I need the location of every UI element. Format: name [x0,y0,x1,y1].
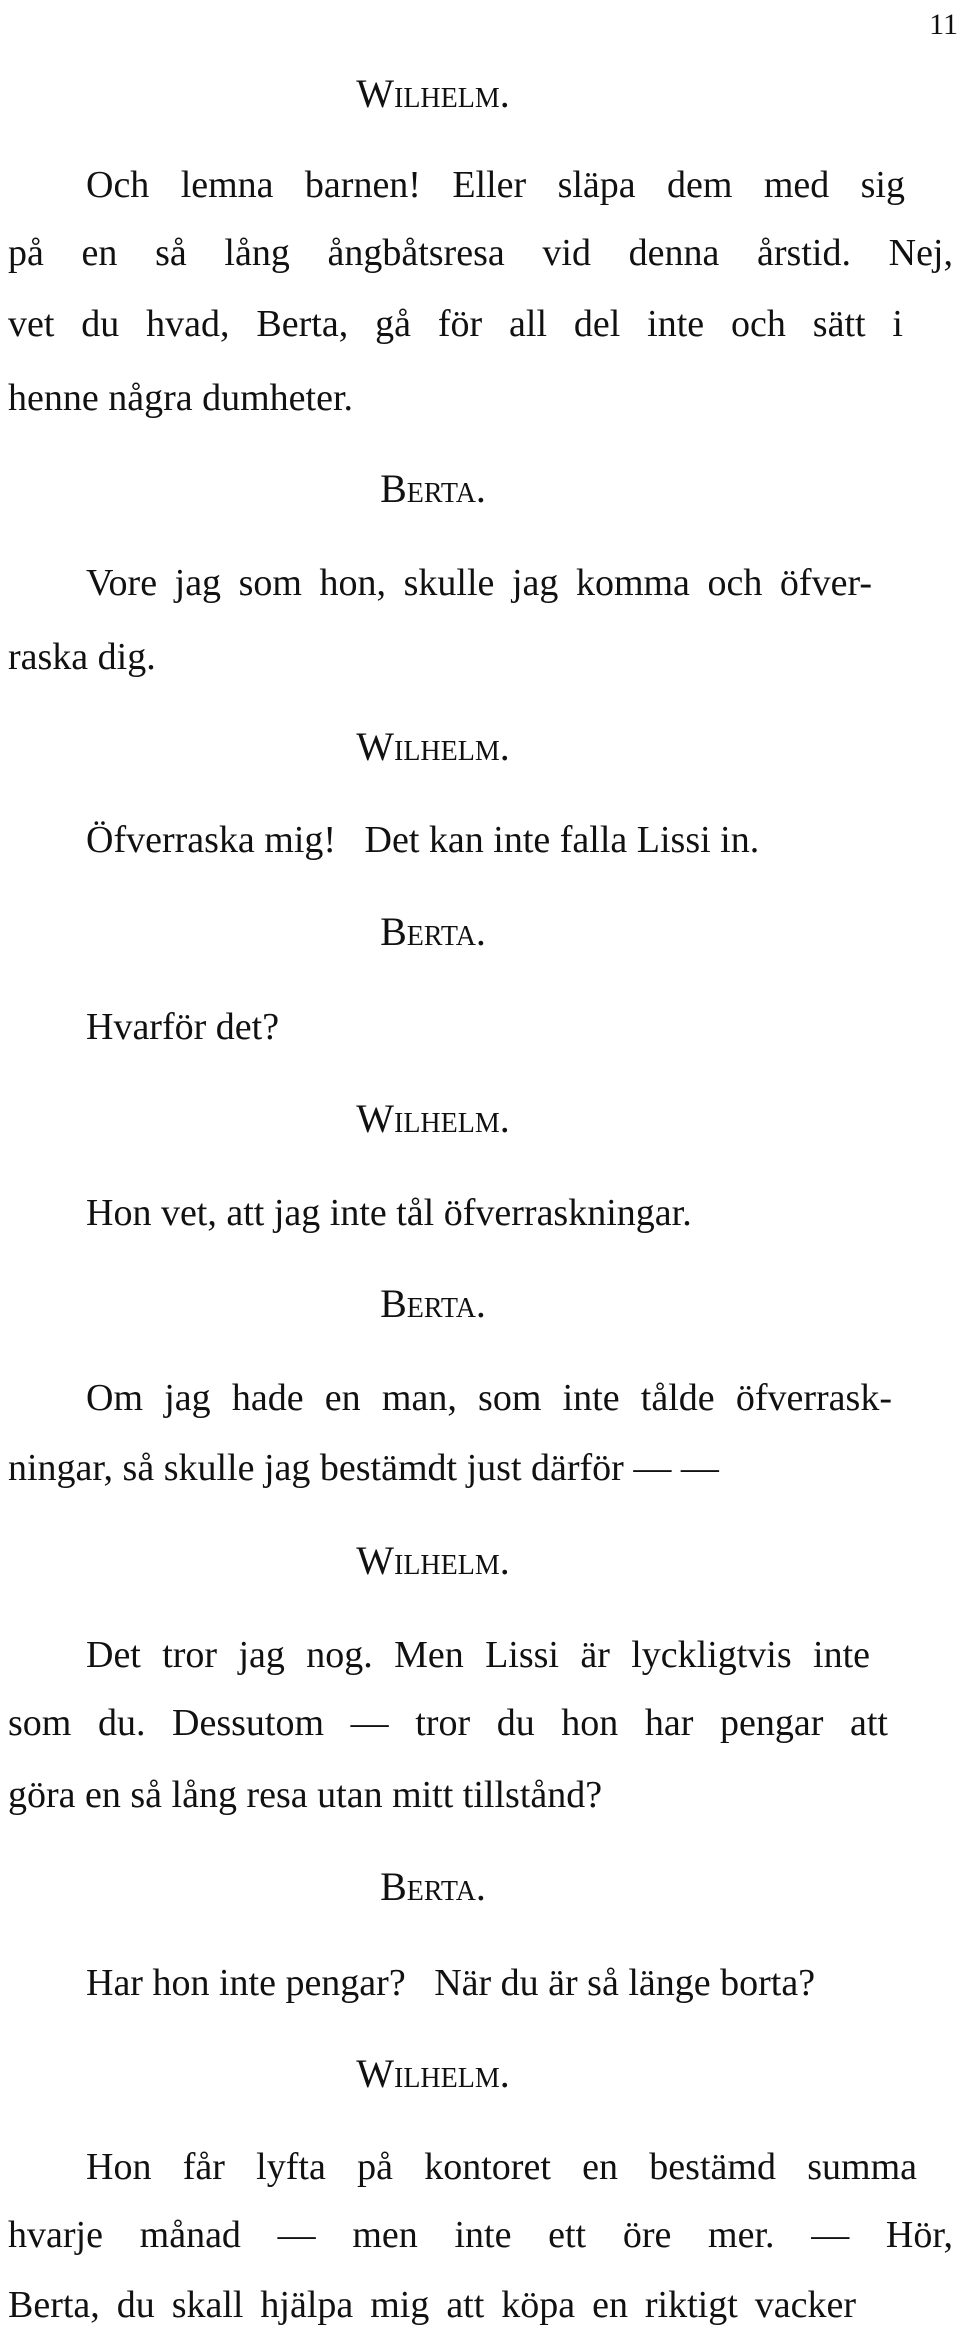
speaker-heading: Berta. [380,466,486,511]
text-line: raska dig. [8,636,156,678]
text-line: vet du hvad, Berta, gå för all del inte och sätt i [8,303,903,345]
text-line: hvarje månad — men inte ett öre mer. — Hör, [8,2214,953,2256]
text-line: Hvarför det? [86,1006,280,1048]
speaker-heading: Berta. [380,909,486,954]
text-line: Hon får lyfta på kontoret en bestämd summa [86,2146,917,2188]
text-line: ningar, så skulle jag bestämdt just därför — — [8,1447,719,1489]
speaker-heading: Wilhelm. [356,2051,510,2096]
speaker-heading: Wilhelm. [356,724,510,769]
text-line: Berta, du skall hjälpa mig att köpa en riktigt vacker [8,2284,856,2326]
speaker-heading: Wilhelm. [356,71,510,116]
text-line: Hon vet, att jag inte tål öfverraskningar. [86,1192,692,1234]
text-line: Och lemna barnen! Eller släpa dem med sig [86,164,905,206]
speaker-heading: Wilhelm. [356,1538,510,1583]
text-line: som du. Dessutom — tror du hon har pengar att [8,1702,888,1744]
text-line: Har hon inte pengar? När du är så länge borta? [86,1962,816,2004]
text-line: Öfverraska mig! Det kan inte falla Lissi in. [86,819,760,861]
speaker-heading: Berta. [380,1864,486,1909]
text-line: Vore jag som hon, skulle jag komma och öfver- [86,562,872,604]
text-line: Om jag hade en man, som inte tålde öfverrask- [86,1377,892,1419]
text-line: göra en så lång resa utan mitt tillstånd? [8,1774,603,1816]
text-line: på en så lång ångbåtsresa vid denna årstid. Nej, [8,232,953,274]
speaker-heading: Berta. [380,1281,486,1326]
page-number: 11 [929,8,958,41]
text-line: Det tror jag nog. Men Lissi är lyckligtvis inte [86,1634,870,1676]
text-line: henne några dumheter. [8,377,354,419]
speaker-heading: Wilhelm. [356,1096,510,1141]
